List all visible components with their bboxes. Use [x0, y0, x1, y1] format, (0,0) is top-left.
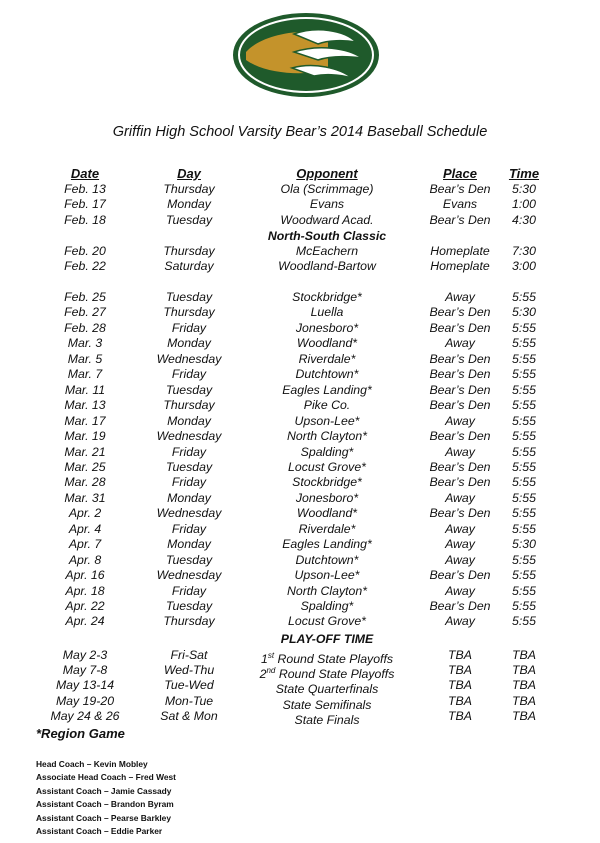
cell-time: 5:55 — [512, 521, 536, 536]
cell-time: TBA — [512, 662, 536, 677]
cell-opponent: State Finals — [294, 713, 360, 728]
cell-place: Away — [445, 413, 475, 428]
table-row — [0, 383, 600, 399]
cell-place: Evans — [442, 197, 478, 212]
header-opponent: Opponent — [296, 166, 358, 181]
cell-place: Away — [445, 490, 475, 505]
cell-day: Monday — [167, 413, 211, 428]
cell-day: Thursday — [163, 244, 215, 258]
cell-place: Bear’s Den — [429, 568, 491, 583]
coaching-staff-list — [36, 758, 176, 838]
cell-date: Feb. 20 — [64, 244, 106, 258]
cell-day: Monday — [167, 537, 211, 552]
cell-day: Tuesday — [165, 290, 213, 304]
cell-time: TBA — [512, 693, 536, 708]
cell-date: Mar. 7 — [67, 367, 103, 382]
header-place: Place — [443, 166, 477, 181]
cell-date: Mar. 11 — [64, 382, 106, 397]
griffin-claw-logo — [232, 12, 380, 98]
table-row — [0, 460, 600, 476]
cell-date: Mar. 13 — [64, 398, 106, 413]
table-row — [0, 553, 600, 569]
cell-time: 5:30 — [512, 182, 536, 196]
cell-time: 5:55 — [512, 444, 536, 459]
table-row — [0, 614, 600, 630]
cell-date: Feb. 18 — [64, 212, 106, 227]
cell-place: Away — [445, 583, 475, 598]
cell-day: Monday — [167, 336, 211, 351]
cell-place: Away — [445, 444, 475, 459]
cell-date: May 7-8 — [62, 662, 108, 677]
cell-date: Mar. 3 — [67, 336, 103, 351]
cell-time: 5:55 — [512, 599, 536, 613]
cell-date: Apr. 22 — [65, 599, 105, 613]
table-row — [0, 305, 600, 321]
cell-place: Bear’s Den — [429, 506, 491, 521]
cell-day: Wednesday — [156, 351, 222, 366]
cell-opponent: North Clayton* — [287, 583, 367, 598]
cell-place: TBA — [448, 678, 472, 693]
cell-date: Feb. 17 — [64, 197, 106, 212]
cell-opponent: Evans — [309, 197, 345, 212]
cell-time: TBA — [512, 678, 536, 693]
cell-time: 5:30 — [512, 305, 536, 320]
table-row — [0, 506, 600, 522]
cell-time: 5:55 — [512, 490, 536, 505]
cell-opponent: 1st Round State Playoffs — [260, 650, 394, 666]
cell-place: Away — [445, 521, 475, 536]
cell-opponent: Riverdale* — [298, 351, 356, 366]
cell-date: Feb. 25 — [64, 290, 106, 304]
table-row — [0, 709, 600, 728]
cell-day: Monday — [167, 490, 211, 505]
cell-opponent: Luella — [310, 305, 344, 320]
cell-date: Apr. 8 — [68, 552, 102, 567]
cell-time: 5:55 — [512, 429, 536, 444]
cell-date: May 24 & 26 — [50, 709, 120, 724]
table-row — [0, 244, 600, 260]
cell-opponent: Ola (Scrimmage) — [280, 182, 374, 196]
cell-opponent: North Clayton* — [287, 429, 367, 444]
cell-place: TBA — [448, 647, 472, 662]
cell-place: Bear’s Den — [429, 182, 491, 196]
cell-opponent: Spalding* — [300, 599, 354, 613]
table-row — [0, 336, 600, 352]
cell-day: Thursday — [163, 182, 215, 196]
cell-time: TBA — [512, 709, 536, 724]
cell-day: Friday — [171, 444, 207, 459]
header-day: Day — [177, 166, 201, 181]
cell-place: Bear’s Den — [429, 382, 491, 397]
cell-place: Away — [445, 290, 475, 304]
table-row — [0, 321, 600, 337]
cell-opponent: State Quarterfinals — [275, 682, 379, 697]
cell-time: 4:30 — [512, 212, 536, 227]
cell-place: TBA — [448, 709, 472, 724]
cell-place: Bear’s Den — [429, 398, 491, 413]
table-row — [0, 445, 600, 461]
cell-date: Feb. 28 — [64, 320, 106, 335]
cell-opponent: Dutchtown* — [295, 552, 359, 567]
cell-day: Tuesday — [165, 382, 213, 397]
cell-time: 5:55 — [512, 475, 536, 490]
cell-time: 3:00 — [512, 259, 536, 274]
cell-date: Feb. 13 — [64, 182, 106, 196]
cell-opponent: Eagles Landing* — [282, 382, 372, 397]
cell-place: Bear’s Den — [429, 320, 491, 335]
table-row — [0, 398, 600, 414]
cell-time: 5:55 — [512, 459, 536, 474]
cell-place: TBA — [448, 662, 472, 677]
header-date: Date — [70, 166, 100, 181]
cell-opponent: Woodland-Bartow — [278, 259, 376, 274]
cell-time: 5:55 — [512, 382, 536, 397]
cell-place: Away — [445, 537, 475, 552]
page-title: Griffin High School Varsity Bear’s 2014 Baseball Schedule — [112, 124, 488, 140]
cell-date: Apr. 24 — [65, 614, 105, 629]
cell-place: TBA — [448, 693, 472, 708]
cell-day: Friday — [171, 521, 207, 536]
table-row — [0, 491, 600, 507]
cell-date: Mar. 5 — [67, 351, 103, 366]
cell-opponent: Woodland* — [296, 506, 358, 521]
cell-day: Tuesday — [165, 459, 213, 474]
cell-date: May 2-3 — [62, 647, 108, 662]
table-row — [0, 648, 600, 664]
cell-time: 7:30 — [512, 244, 536, 258]
cell-opponent: Stockbridge* — [292, 290, 362, 304]
table-row — [0, 522, 600, 538]
cell-time: 5:30 — [512, 537, 536, 552]
cell-opponent: Pike Co. — [303, 398, 351, 413]
table-row — [0, 584, 600, 600]
cell-day: Friday — [171, 583, 207, 598]
cell-date: Mar. 21 — [64, 444, 106, 459]
cell-place: Bear’s Den — [429, 429, 491, 444]
cell-place: Homeplate — [430, 259, 490, 274]
cell-day: Saturday — [164, 259, 214, 274]
cell-day: Monday — [167, 197, 211, 212]
cell-place: Homeplate — [430, 244, 490, 258]
cell-time: 5:55 — [512, 398, 536, 413]
table-row — [0, 213, 600, 229]
cell-time: 5:55 — [512, 506, 536, 521]
cell-date: Apr. 18 — [65, 583, 105, 598]
cell-date: Mar. 19 — [64, 429, 106, 444]
staff-line: Assistant Coach – Pearse Barkley — [36, 812, 172, 823]
cell-day: Thursday — [163, 398, 215, 413]
cell-date: May 13-14 — [55, 678, 115, 693]
cell-day: Friday — [171, 475, 207, 490]
cell-day: Mon-Tue — [164, 693, 214, 708]
staff-line: Assistant Coach – Brandon Byram — [36, 799, 174, 810]
cell-opponent: 2nd Round State Playoffs — [259, 665, 395, 682]
cell-day: Tuesday — [165, 599, 213, 613]
table-row — [0, 290, 600, 306]
table-row — [0, 537, 600, 553]
cell-day: Tuesday — [165, 212, 213, 227]
cell-day: Tuesday — [165, 552, 213, 567]
cell-time: 5:55 — [512, 367, 536, 382]
cell-place: Away — [445, 552, 475, 567]
cell-place: Bear’s Den — [429, 351, 491, 366]
cell-opponent: Jonesboro* — [295, 490, 359, 505]
table-row — [0, 599, 600, 615]
cell-opponent: Riverdale* — [298, 521, 356, 536]
cell-date: Mar. 25 — [64, 459, 106, 474]
cell-place: Bear’s Den — [429, 212, 491, 227]
cell-place: Away — [445, 336, 475, 351]
cell-date: Mar. 28 — [64, 475, 106, 490]
cell-opponent: Woodward Acad. — [280, 212, 374, 227]
cell-date: Apr. 7 — [68, 537, 102, 552]
cell-opponent: Woodland* — [296, 336, 358, 351]
table-row — [0, 197, 600, 213]
cell-day: Wednesday — [156, 429, 222, 444]
cell-time: 5:55 — [512, 320, 536, 335]
cell-opponent: Dutchtown* — [295, 367, 359, 382]
cell-time: 5:55 — [512, 552, 536, 567]
cell-day: Sat & Mon — [160, 709, 218, 724]
cell-time: 5:55 — [512, 290, 536, 304]
section-north-south-classic: North-South Classic — [267, 229, 387, 243]
cell-time: 5:55 — [512, 568, 536, 583]
cell-place: Bear’s Den — [429, 305, 491, 320]
cell-opponent: Upson-Lee* — [294, 413, 360, 428]
table-row — [0, 367, 600, 383]
table-row — [0, 352, 600, 368]
table-row — [0, 182, 600, 198]
cell-day: Friday — [171, 320, 207, 335]
cell-place: Bear’s Den — [429, 599, 491, 613]
cell-opponent: Jonesboro* — [295, 320, 359, 335]
staff-line: Associate Head Coach – Fred West — [36, 772, 176, 783]
cell-place: Away — [445, 614, 475, 629]
table-row — [0, 694, 600, 710]
cell-date: Apr. 2 — [68, 506, 102, 521]
cell-time: 1:00 — [512, 197, 536, 212]
cell-time: 5:55 — [512, 413, 536, 428]
cell-date: May 19-20 — [55, 693, 115, 708]
cell-day: Fri-Sat — [170, 647, 208, 662]
cell-day: Thursday — [163, 305, 215, 320]
cell-day: Wed-Thu — [163, 662, 215, 677]
staff-line: Assistant Coach – Eddie Parker — [36, 825, 163, 836]
cell-opponent: McEachern — [295, 244, 359, 258]
cell-time: TBA — [512, 647, 536, 662]
cell-date: Mar. 31 — [64, 490, 106, 505]
cell-place: Bear’s Den — [429, 459, 491, 474]
cell-day: Friday — [171, 367, 207, 382]
cell-date: Feb. 27 — [64, 305, 106, 320]
cell-time: 5:55 — [512, 336, 536, 351]
cell-opponent: Spalding* — [300, 444, 354, 459]
cell-day: Wednesday — [156, 568, 222, 583]
section-playoff-time: PLAY-OFF TIME — [280, 632, 374, 646]
staff-line: Assistant Coach – Jamie Cassady — [36, 785, 172, 796]
cell-opponent: State Semifinals — [282, 697, 372, 712]
cell-opponent: Locust Grove* — [288, 459, 366, 474]
cell-opponent: Eagles Landing* — [282, 537, 372, 552]
table-row — [0, 475, 600, 491]
cell-opponent: Locust Grove* — [288, 614, 366, 629]
table-row — [0, 259, 600, 275]
cell-date: Apr. 4 — [68, 521, 102, 536]
cell-opponent: Upson-Lee* — [294, 568, 360, 583]
header-time: Time — [508, 166, 540, 181]
cell-date: Feb. 22 — [64, 259, 106, 274]
cell-day: Wednesday — [156, 506, 222, 521]
cell-date: Mar. 17 — [64, 413, 106, 428]
cell-day: Thursday — [163, 614, 215, 629]
table-row — [0, 568, 600, 584]
cell-day: Tue-Wed — [164, 678, 214, 693]
cell-place: Bear’s Den — [429, 367, 491, 382]
cell-time: 5:55 — [512, 614, 536, 629]
cell-place: Bear’s Den — [429, 475, 491, 490]
table-row — [0, 678, 600, 697]
cell-opponent: Stockbridge* — [292, 475, 362, 490]
cell-time: 5:55 — [512, 351, 536, 366]
table-row — [0, 429, 600, 445]
table-row — [0, 662, 600, 682]
region-game-note: *Region Game — [36, 726, 125, 741]
cell-date: Apr. 16 — [65, 568, 105, 583]
table-row — [0, 414, 600, 430]
staff-line: Head Coach – Kevin Mobley — [36, 759, 148, 769]
cell-time: 5:55 — [512, 583, 536, 598]
